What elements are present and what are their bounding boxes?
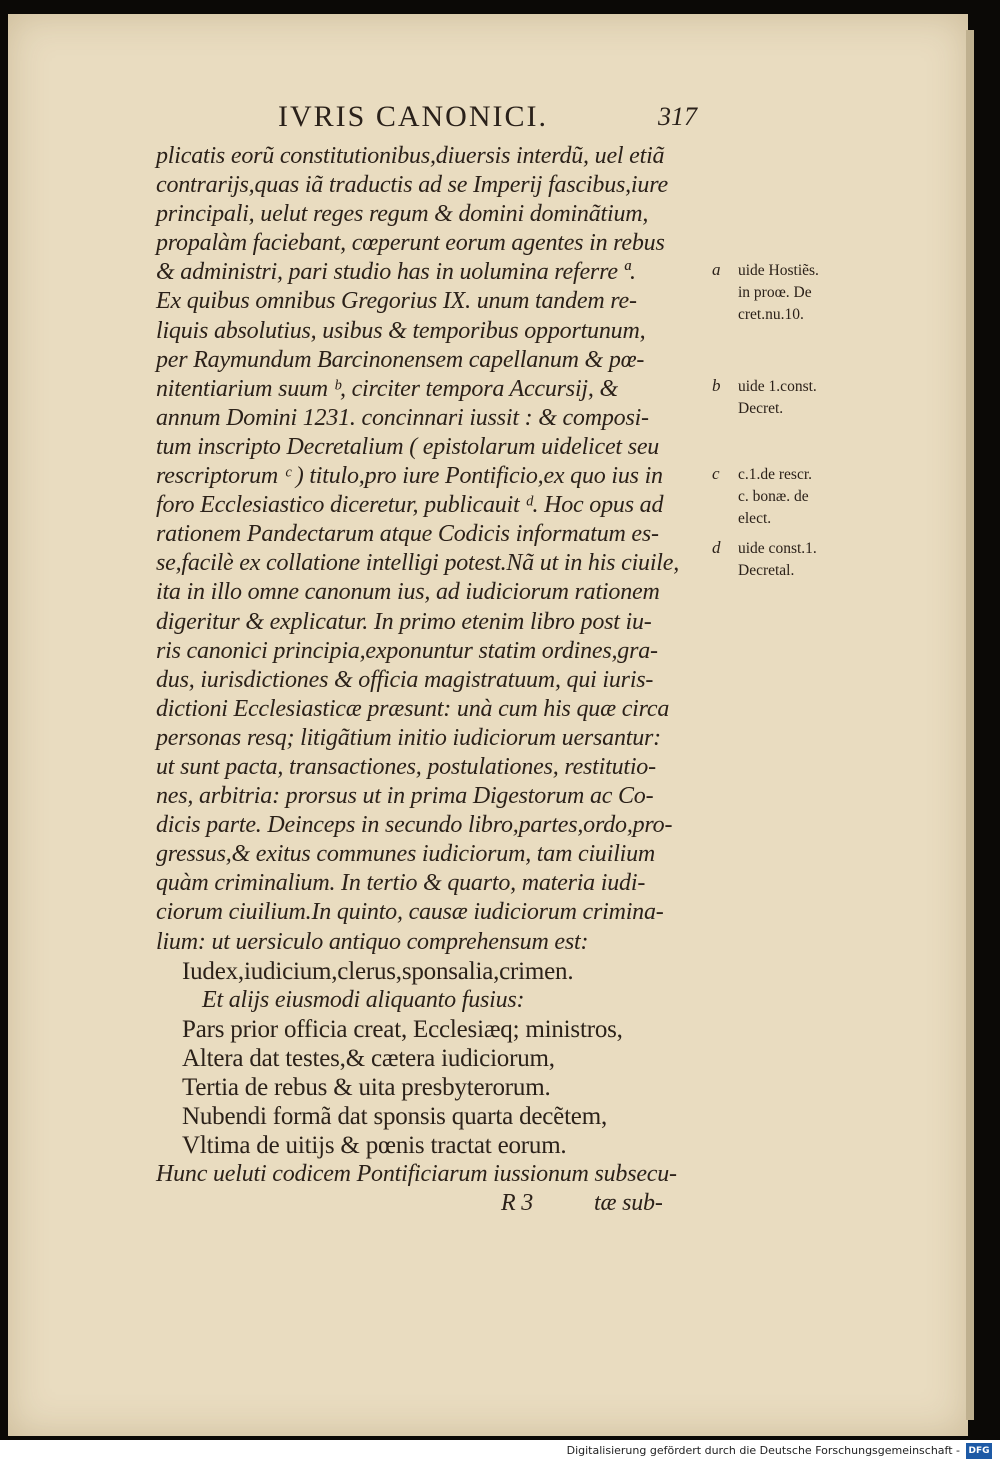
margin-note-key: d xyxy=(712,538,721,557)
text-line: lium: ut uersiculo antiquo comprehensum est: xyxy=(156,928,589,955)
text-line: rescriptorum ᶜ ) titulo,pro iure Pontificio,ex quo ius in xyxy=(156,463,663,490)
text-line: quàm criminalium. In tertio & quarto, materia iudi- xyxy=(156,870,646,897)
margin-note-line: c. bonæ. de xyxy=(738,488,809,505)
text-line: Ex quibus omnibus Gregorius IX. unum tandem re- xyxy=(156,288,637,315)
text-line: principali, uelut reges regum & domini dominãtium, xyxy=(156,201,649,228)
text-line: digeritur & explicatur. In primo etenim libro post iu- xyxy=(156,608,652,635)
running-head xyxy=(278,100,698,140)
text-line: Hunc ueluti codicem Pontificiarum iussionum subsecu- xyxy=(156,1161,677,1188)
text-line: ita in illo omne canonum ius, ad iudiciorum rationem xyxy=(156,579,660,606)
margin-note-line: uide Hostiẽs. xyxy=(738,262,819,279)
margin-note-line: Decret. xyxy=(738,400,784,417)
catchword: tæ sub- xyxy=(594,1190,663,1217)
text-line: Tertia de rebus & uita presbyterorum. xyxy=(182,1074,551,1101)
text-line: Pars prior officia creat, Ecclesiæq; ministros, xyxy=(182,1015,623,1043)
margin-note-line: cret.nu.10. xyxy=(738,306,804,323)
signature-mark: R 3 xyxy=(501,1190,534,1217)
text-line: ciorum ciuilium.In quinto, causæ iudiciorum crimina- xyxy=(156,899,664,926)
margin-note-key: b xyxy=(712,376,721,395)
dfg-logo-icon: DFG xyxy=(966,1443,992,1459)
text-line: liquis absolutius, usibus & temporibus opportunum, xyxy=(156,317,646,344)
text-line: ris canonici principia,exponuntur statim ordines,gra- xyxy=(156,637,658,664)
text-line: Iudex,iudicium,clerus,sponsalia,crimen. xyxy=(182,957,574,985)
running-head-title: IVRIS CANONICI. xyxy=(278,100,548,133)
text-line: Et alijs eiusmodi aliquanto fusius: xyxy=(202,986,525,1013)
text-line: foro Ecclesiastico diceretur, publicauit ᵈ. Hoc opus ad xyxy=(156,492,664,519)
book-page xyxy=(8,14,968,1436)
margin-note-key: c xyxy=(712,464,720,483)
margin-note-key: a xyxy=(712,260,721,279)
text-line: dictioni Ecclesiasticæ præsunt: unà cum his quæ circa xyxy=(156,695,670,722)
margin-note-line: in proœ. De xyxy=(738,284,812,301)
text-line: tum inscripto Decretalium ( epistolarum uidelicet seu xyxy=(156,433,660,460)
text-line: Nubendi formã dat sponsis quarta decẽtem, xyxy=(182,1103,608,1131)
text-line: contrarijs,quas iã traductis ad se Imperij fascibus,iure xyxy=(156,172,668,199)
text-line: ut sunt pacta, transactiones, postulationes, restitutio- xyxy=(156,753,656,780)
text-line: rationem Pandectarum atque Codicis informatum es- xyxy=(156,521,659,548)
text-line: plicatis eorũ constitutionibus,diuersis interdũ, uel etiã xyxy=(156,143,665,169)
margin-note-line: Decretal. xyxy=(738,562,795,579)
margin-note-line: elect. xyxy=(738,510,772,527)
margin-note xyxy=(708,260,858,326)
main-text xyxy=(156,142,716,1218)
text-line: dus, iurisdictiones & officia magistratuum, qui iuris- xyxy=(156,666,654,693)
margin-note xyxy=(708,538,858,582)
text-line: annum Domini 1231. concinnari iussit : & composi- xyxy=(156,404,649,431)
margin-note xyxy=(708,464,858,530)
margin-note-line: uide const.1. xyxy=(738,540,817,557)
margin-note-line: uide 1.const. xyxy=(738,378,817,395)
page-number: 317 xyxy=(658,102,697,131)
text-line: per Raymundum Barcinonensem capellanum & pœ- xyxy=(156,346,645,373)
signature-line xyxy=(156,1189,716,1218)
text-line: propalàm faciebant, cœperunt eorum agentes in rebus xyxy=(156,230,665,257)
text-line: dicis parte. Deinceps in secundo libro,partes,ordo,pro- xyxy=(156,812,673,839)
text-line: personas resq; litigãtium initio iudiciorum uersantur: xyxy=(156,724,661,751)
margin-note xyxy=(708,376,858,420)
text-line: & administri, pari studio has in uolumina referre ª. xyxy=(156,259,636,286)
text-line: nitentiarium suum ᵇ, circiter tempora Accursij, & xyxy=(156,375,618,402)
text-line: nes, arbitria: prorsus ut in prima Digestorum ac Co- xyxy=(156,783,654,810)
margin-note-line: c.1.de rescr. xyxy=(738,466,813,483)
text-line: gressus,& exitus communes iudiciorum, tam ciuilium xyxy=(156,841,656,868)
digitization-footer xyxy=(0,1440,1000,1465)
funding-credit: Digitalisierung gefördert durch die Deutsche Forschungsgemeinschaft - xyxy=(566,1444,960,1457)
page-edge xyxy=(966,30,974,1420)
text-line: Altera dat testes,& cætera iudiciorum, xyxy=(182,1044,555,1072)
text-line: Vltima de uitijs & pœnis tractat eorum. xyxy=(182,1132,567,1160)
text-line: se,facilè ex collatione intelligi potest.Nã ut in his ciuile, xyxy=(156,550,680,577)
